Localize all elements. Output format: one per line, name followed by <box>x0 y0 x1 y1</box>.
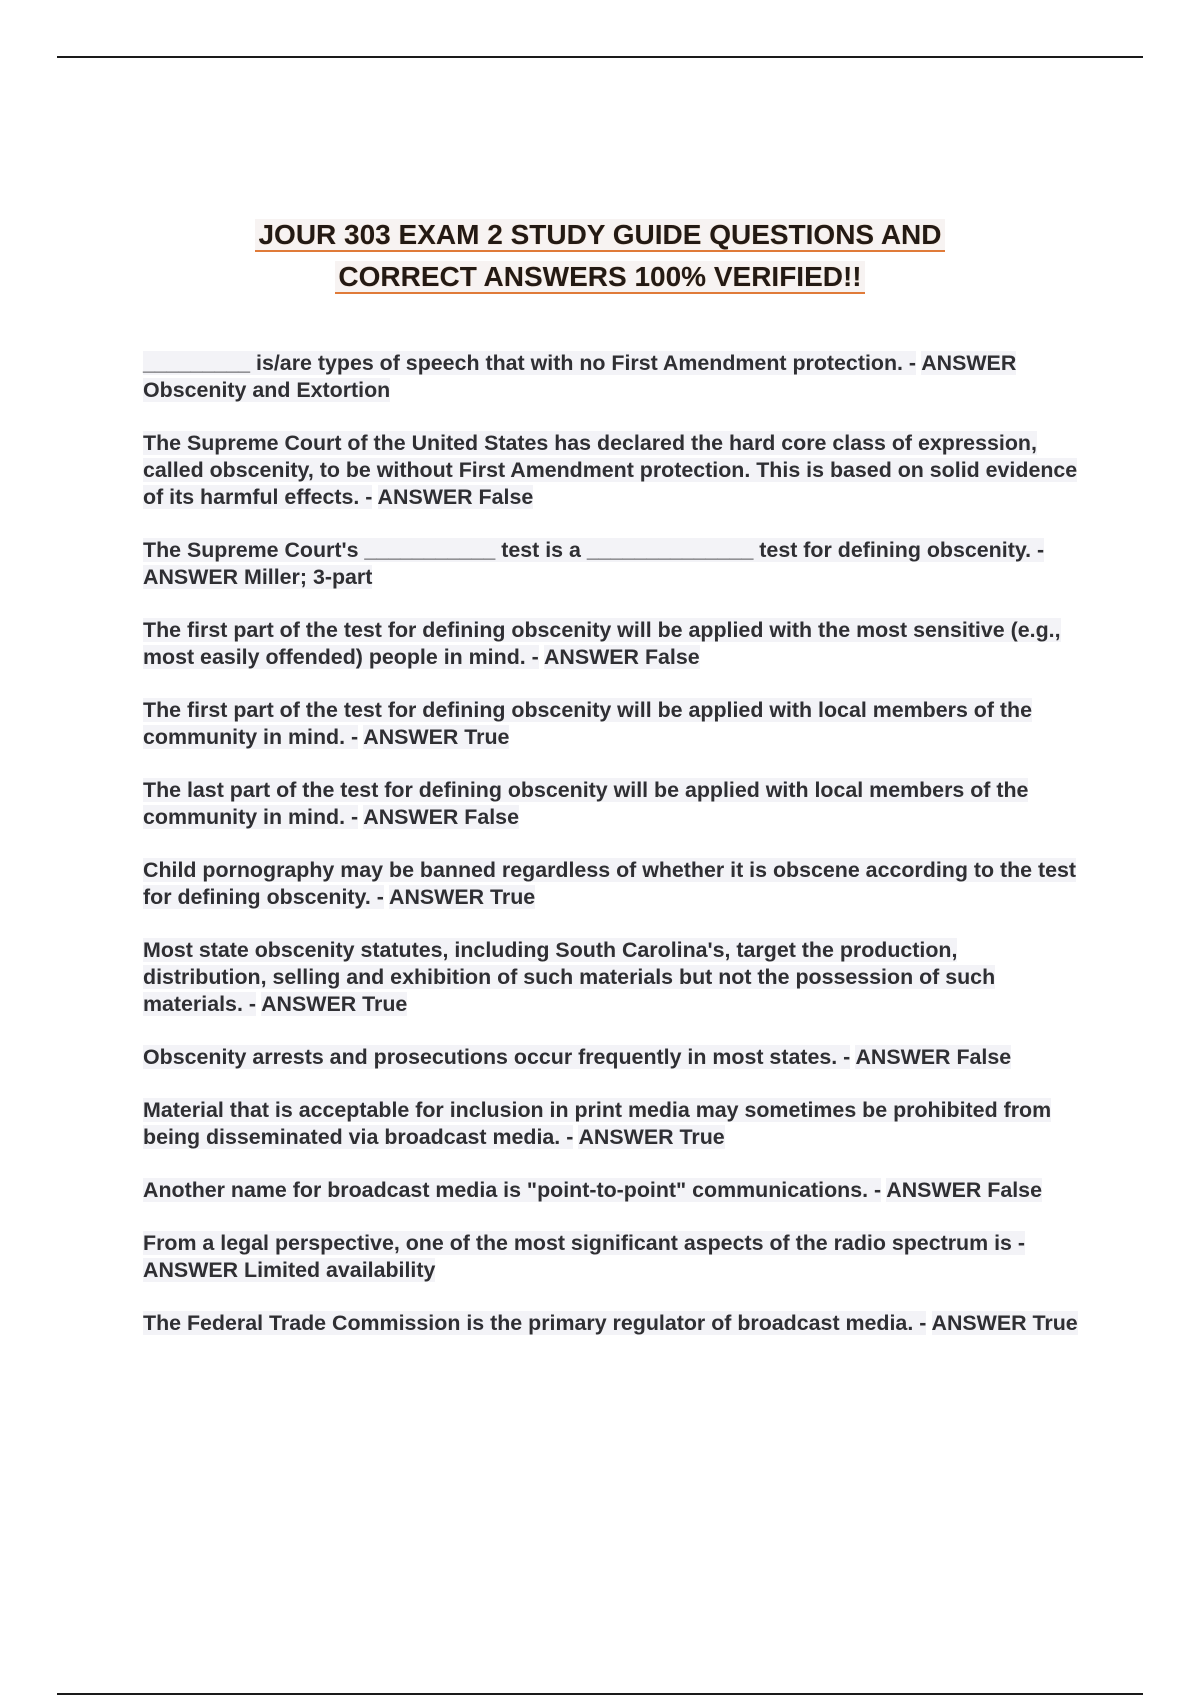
answer-text: ANSWER False <box>363 805 519 829</box>
answer-text: ANSWER False <box>377 485 534 509</box>
title-line-2: CORRECT ANSWERS 100% VERIFIED!! <box>0 256 1200 298</box>
answer-text: ANSWER False <box>886 1178 1042 1202</box>
answer-text: ANSWER False <box>855 1045 1012 1069</box>
qa-item <box>143 1097 1078 1151</box>
question-text: The first part of the test for defining obscenity will be applied with the most sensitive (e.g., most easily offended) people in mind. - <box>143 618 1061 669</box>
qa-item <box>143 697 1078 751</box>
answer-text: ANSWER True <box>389 885 536 909</box>
answer-text: ANSWER True <box>363 725 510 749</box>
question-text: The last part of the test for defining obscenity will be applied with local members of the community in mind. - <box>143 778 1029 829</box>
answer-text: ANSWER Miller; 3-part <box>143 565 373 589</box>
answer-text: ANSWER False <box>543 645 700 669</box>
question-text: From a legal perspective, one of the most significant aspects of the radio spectrum is - <box>143 1231 1025 1255</box>
qa-item <box>143 617 1078 671</box>
qa-item <box>143 537 1078 591</box>
qa-item <box>143 430 1078 511</box>
question-text: Another name for broadcast media is "point-to-point" communications. - <box>143 1178 882 1202</box>
qa-item <box>143 1230 1078 1284</box>
qa-item <box>143 937 1078 1018</box>
question-text: The Supreme Court of the United States has declared the hard core class of expression, called obscenity, to be without First Amendment protection. This is based on solid evidence of its harmful effects. - <box>143 431 1078 509</box>
qa-item <box>143 857 1078 911</box>
qa-item <box>143 1044 1078 1071</box>
question-text: Child pornography may be banned regardless of whether it is obscene according to the test for defining obscenity. - <box>143 858 1077 909</box>
question-text: The Supreme Court's ___________ test is a ______________ test for defining obscenity. - <box>143 538 1045 562</box>
question-text: The first part of the test for defining obscenity will be applied with local members of the community in mind. - <box>143 698 1033 749</box>
qa-item <box>143 1177 1078 1204</box>
question-answer-list <box>143 350 1078 1363</box>
question-text: Obscenity arrests and prosecutions occur frequently in most states. - <box>143 1045 851 1069</box>
header-rule <box>57 56 1143 58</box>
qa-item <box>143 350 1078 404</box>
document-title <box>0 214 1200 298</box>
footer-rule <box>57 1693 1143 1695</box>
title-line-1: JOUR 303 EXAM 2 STUDY GUIDE QUESTIONS AND <box>0 214 1200 256</box>
question-text: _________ is/are types of speech that with no First Amendment protection. - <box>143 351 917 375</box>
answer-text: ANSWER True <box>261 992 408 1016</box>
answer-text: ANSWER Limited availability <box>143 1258 436 1282</box>
question-text: The Federal Trade Commission is the primary regulator of broadcast media. - <box>143 1311 927 1335</box>
qa-item <box>143 1310 1078 1337</box>
answer-text: ANSWER Obscenity and Extortion <box>143 351 1017 402</box>
question-text: Most state obscenity statutes, including South Carolina's, target the production, distribution, selling and exhibition of such materials but not the possession of such materials. - <box>143 938 996 1016</box>
answer-text: ANSWER True <box>578 1125 725 1149</box>
qa-item <box>143 777 1078 831</box>
answer-text: ANSWER True <box>931 1311 1078 1335</box>
question-text: Material that is acceptable for inclusion in print media may sometimes be prohibited from being disseminated via broadcast media. - <box>143 1098 1052 1149</box>
